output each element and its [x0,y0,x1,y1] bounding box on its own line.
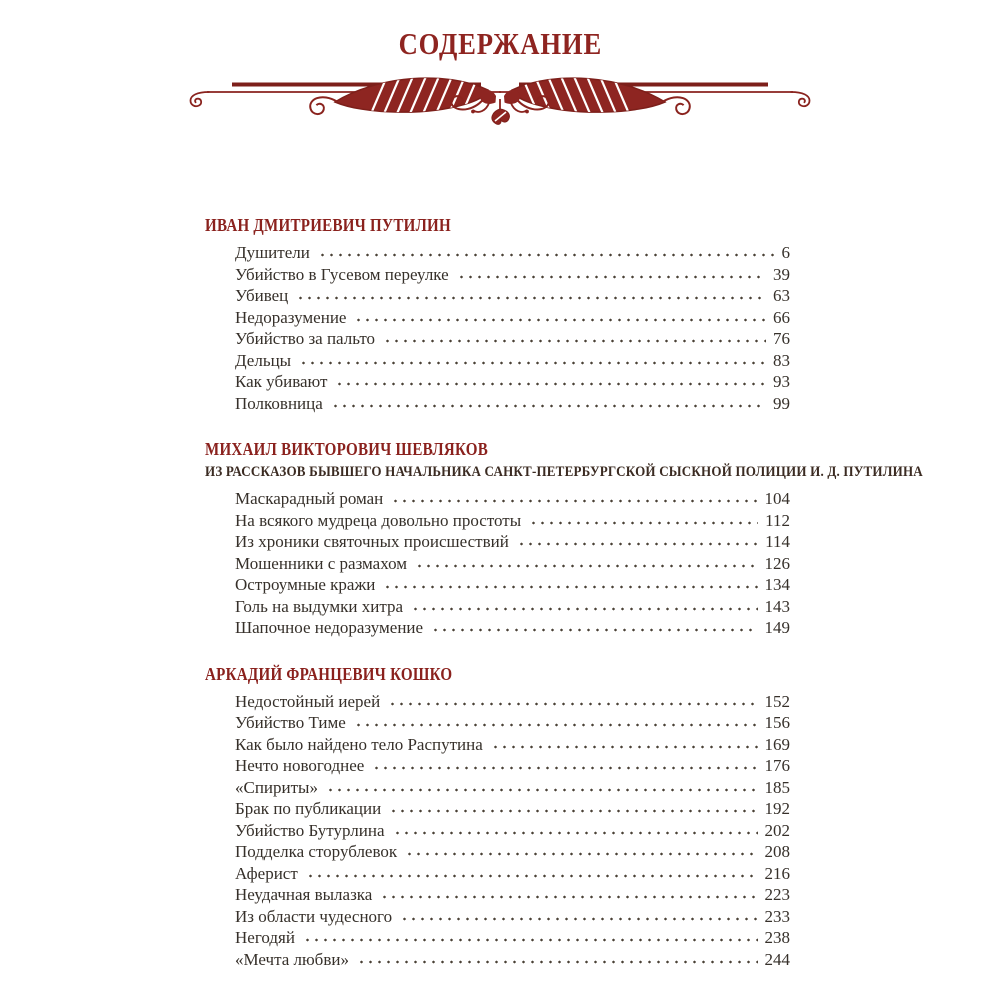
toc-item-title: Голь на выдумки хитра [235,596,404,616]
toc-item-title: Убийство за пальто [235,329,376,348]
toc-leader [331,396,766,409]
toc-item [235,264,790,286]
toc-item [235,596,790,618]
toc-item-title: Аферист [235,863,298,883]
toc-item [235,510,790,532]
toc-item [235,328,790,350]
toc-item [235,734,790,756]
toc-page-number: 149 [764,618,790,637]
toc-leader [357,952,758,965]
toc-leader [405,844,757,857]
toc-page-number: 93 [773,372,790,391]
toc-item [235,820,790,842]
section-items [205,691,790,971]
toc-page-number: 192 [764,799,790,818]
toc-item [235,531,790,553]
toc-page-number: 114 [765,532,790,551]
section-heading: МИХАИЛ ВИКТОРОВИЧ ШЕВЛЯКОВ [205,439,489,459]
toc-section-putilin [205,214,790,414]
toc-page-number: 223 [764,885,790,904]
toc-item [235,755,790,777]
floral-divider-ornament [185,66,815,130]
toc-item [235,350,790,372]
toc-item-title: Из хроники святочных происшествий [235,532,509,551]
toc-item [235,927,790,949]
toc-page-number: 66 [773,307,790,327]
toc-leader [388,694,757,707]
toc-item-title: Недостойный иерей [235,691,381,711]
toc-item [235,393,790,415]
section-items [205,488,790,639]
toc-page-number: 6 [781,243,790,262]
toc-page-number: 176 [764,756,790,775]
toc-leader [380,887,757,900]
toc-item [235,863,790,885]
toc-leader [431,620,757,633]
toc-item [235,691,790,713]
toc-page-number: 83 [773,350,790,370]
toc-item [235,884,790,906]
toc-leader [326,780,758,793]
toc-page-number: 152 [764,691,790,711]
toc-leader [529,513,758,526]
toc-item [235,712,790,734]
toc-leader [457,267,766,280]
toc-item-title: Как убивают [235,372,328,391]
toc-page-number: 99 [773,393,790,413]
section-heading: АРКАДИЙ ФРАНЦЕВИЧ КОШКО [205,663,453,684]
toc-leader [335,374,766,387]
toc-page-number: 39 [773,264,790,284]
toc-leader [372,758,757,771]
toc-leader [393,823,758,836]
toc-leader [383,331,766,344]
toc-content [205,214,923,994]
toc-item [235,906,790,928]
section-items [205,242,790,414]
toc-item [235,371,790,393]
toc-page-number: 238 [764,928,790,947]
toc-leader [383,577,757,590]
section-heading: ИВАН ДМИТРИЕВИЧ ПУТИЛИН [205,215,451,235]
toc-item-title: «Спириты» [235,777,318,797]
toc-item-title: Убивец [235,286,289,305]
toc-section-koshko [205,663,790,971]
toc-page-number: 216 [764,863,790,883]
toc-page-number: 76 [773,329,790,348]
toc-page-number: 202 [764,820,790,840]
toc-item [235,617,790,639]
toc-item-title: Убийство Тиме [235,713,346,732]
toc-item [235,307,790,329]
toc-item [235,574,790,596]
toc-item-title: Остроумные кражи [235,575,376,594]
toc-leader [299,353,766,366]
toc-item-title: Брак по публикации [235,799,382,818]
toc-leader [306,866,758,879]
toc-page-number: 112 [765,510,790,530]
toc-leader [415,556,757,569]
toc-page-number: 185 [764,777,790,797]
page-title: СОДЕРЖАНИЕ [398,26,602,61]
toc-item-title: Подделка сторублевок [235,842,398,861]
toc-item-title: Убийство Бутурлина [235,820,385,840]
toc-leader [303,930,758,943]
toc-item [235,553,790,575]
toc-item [235,841,790,863]
toc-item [235,949,790,971]
toc-item-title: Нечто новогоднее [235,756,365,775]
toc-item-title: Маскарадный роман [235,489,384,508]
section-subtitle: ИЗ РАССКАЗОВ БЫВШЕГО НАЧАЛЬНИКА САНКТ-ПЕТЕРБУРГСКОЙ СЫСКНОЙ ПОЛИЦИИ И. Д. ПУТИЛИНА [205,464,923,480]
toc-leader [411,599,757,612]
toc-leader [296,288,766,301]
toc-page-number: 156 [764,713,790,732]
toc-item-title: Душители [235,243,310,262]
toc-item [235,488,790,510]
toc-page-number: 126 [764,553,790,573]
toc-page-number: 104 [764,489,790,508]
toc-page-number: 169 [764,734,790,754]
toc-leader [391,491,757,504]
toc-leader [354,310,766,323]
toc-item-title: Мошенники с размахом [235,553,408,573]
toc-item-title: Дельцы [235,350,292,370]
toc-item [235,777,790,799]
toc-page-number: 244 [764,949,790,969]
toc-item-title: Негодяй [235,928,295,947]
toc-page-number: 134 [764,575,790,594]
toc-item-title: Недоразумение [235,307,347,327]
toc-item-title: «Мечта любви» [235,949,349,969]
toc-leader [389,801,757,814]
toc-item-title: Убийство в Гусевом переулке [235,264,449,284]
toc-item [235,285,790,307]
toc-item-title: На всякого мудреца довольно простоты [235,510,522,530]
toc-item [235,242,790,264]
toc-item-title: Из области чудесного [235,906,393,926]
toc-item-title: Как было найдено тело Распутина [235,734,483,754]
toc-leader [517,534,758,547]
toc-leader [491,737,758,750]
toc-page-number: 233 [764,906,790,926]
toc-page-number: 63 [773,286,790,305]
title-wrap [0,0,1000,62]
toc-section-shevlyakov [205,438,923,639]
toc-page-number: 208 [764,842,790,861]
toc-item-title: Неудачная вылазка [235,885,373,904]
toc-leader [400,909,757,922]
toc-leader [318,245,775,258]
toc-item [235,798,790,820]
toc-item-title: Полковница [235,393,323,413]
toc-item-title: Шапочное недоразумение [235,618,424,637]
toc-page-number: 143 [764,596,790,616]
toc-leader [354,715,758,728]
